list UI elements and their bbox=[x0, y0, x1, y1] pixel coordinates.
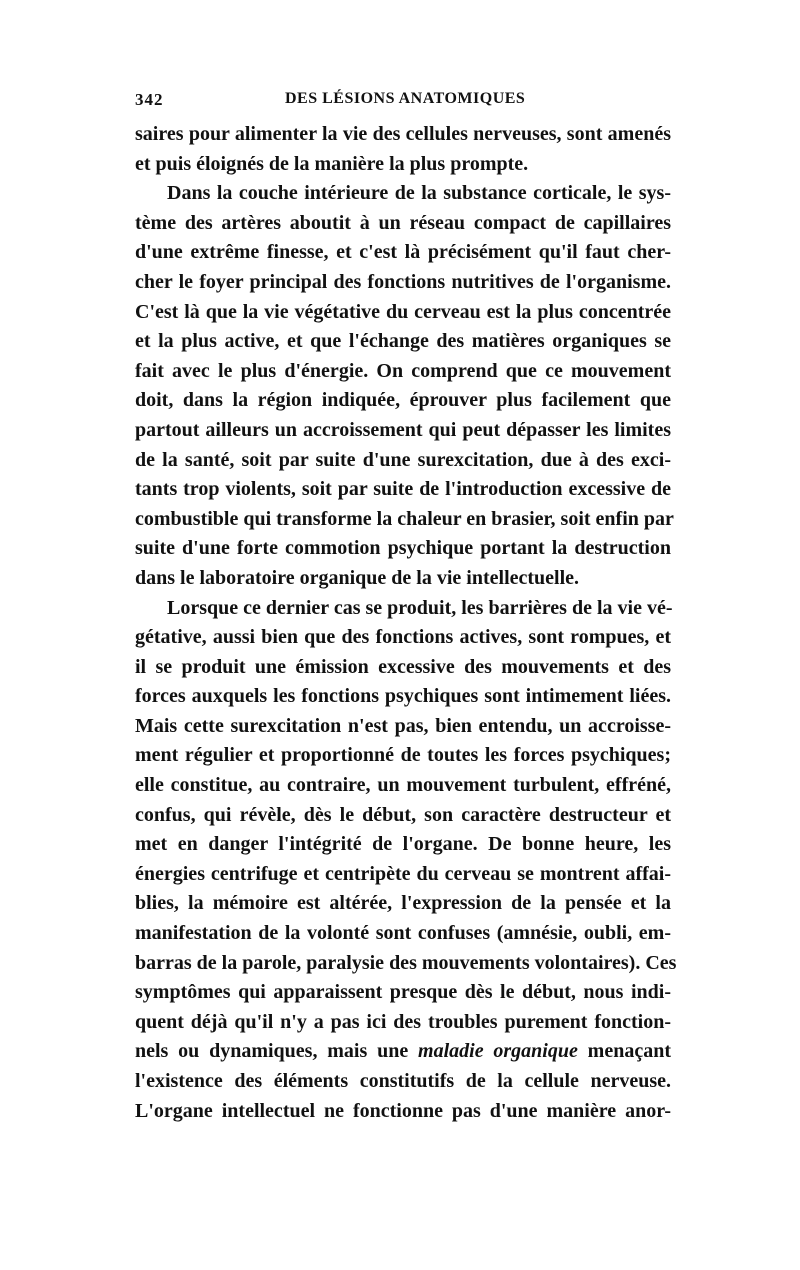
book-page bbox=[135, 90, 677, 1126]
text-line: combustible qui transforme la chaleur en brasier, soit enfin par bbox=[135, 507, 674, 530]
paragraph-3 bbox=[135, 594, 677, 1127]
text-line: tants trop violents, soit par suite de l'introduction excessive de bbox=[135, 478, 671, 501]
text-line: Mais cette surexcitation n'est pas, bien entendu, un accroisse- bbox=[135, 714, 671, 737]
text-line: Lorsque ce dernier cas se produit, les barrières de la vie vé- bbox=[167, 596, 673, 619]
text-line: Dans la couche intérieure de la substance corticale, le sys- bbox=[167, 182, 671, 205]
text-line: l'existence des éléments constitutifs de la cellule nerveuse. bbox=[135, 1070, 671, 1092]
paragraph-1 bbox=[135, 120, 671, 179]
text-line: gétative, aussi bien que des fonctions actives, sont rompues, et bbox=[135, 626, 671, 649]
text-line: énergies centrifuge et centripète du cerveau se montrent affai- bbox=[135, 862, 671, 885]
text-line: quent déjà qu'il n'y a pas ici des troubles purement fonction- bbox=[135, 1010, 671, 1033]
text-line: C'est là que la vie végétative du cerveau est la plus concentrée bbox=[135, 300, 671, 323]
text-line: et puis éloignés de la manière la plus prompte. bbox=[135, 152, 529, 175]
body-text bbox=[135, 120, 677, 1126]
text-line: et la plus active, et que l'échange des matières organiques se bbox=[135, 330, 671, 353]
page-header bbox=[135, 90, 671, 116]
text-line: confus, qui révèle, dès le début, son caractère destructeur et bbox=[135, 803, 671, 826]
text-line: barras de la parole, paralysie des mouvements volontaires). Ces bbox=[135, 951, 677, 974]
text-line: saires pour alimenter la vie des cellules nerveuses, sont amenés bbox=[135, 123, 671, 145]
paragraph-2 bbox=[135, 179, 674, 593]
text-line-with-italic bbox=[135, 1037, 671, 1067]
text-line: blies, la mémoire est altérée, l'expression de la pensée et la bbox=[135, 892, 671, 915]
text-line: manifestation de la volonté sont confuses (amnésie, oubli, em- bbox=[135, 922, 671, 945]
italic-phrase: maladie organique bbox=[418, 1040, 578, 1063]
text-line: fait avec le plus d'énergie. On comprend que ce mouvement bbox=[135, 359, 671, 382]
text-line: de la santé, soit par suite d'une surexcitation, due à des exci- bbox=[135, 448, 671, 471]
running-title: DES LÉSIONS ANATOMIQUES bbox=[285, 90, 526, 107]
text-line: forces auxquels les fonctions psychiques sont intimement liées. bbox=[135, 685, 671, 708]
text-line: met en danger l'intégrité de l'organe. De bonne heure, les bbox=[135, 833, 671, 856]
text-line: elle constitue, au contraire, un mouvement turbulent, effréné, bbox=[135, 774, 671, 797]
text-line: L'organe intellectuel ne fonctionne pas d'une manière anor- bbox=[135, 1099, 671, 1122]
text-line: doit, dans la région indiquée, éprouver plus facilement que bbox=[135, 389, 671, 412]
text-line: partout ailleurs un accroissement qui peut dépasser les limites bbox=[135, 418, 671, 441]
text-line: cher le foyer principal des fonctions nutritives de l'organisme. bbox=[135, 270, 671, 293]
text-line: symptômes qui apparaissent presque dès le début, nous indi- bbox=[135, 981, 671, 1004]
text-line: suite d'une forte commotion psychique portant la destruction bbox=[135, 537, 671, 560]
page-number: 342 bbox=[135, 90, 164, 109]
text-line: tème des artères aboutit à un réseau compact de capillaires bbox=[135, 211, 671, 234]
text-line: dans le laboratoire organique de la vie intellectuelle. bbox=[135, 566, 580, 589]
text-fragment: nels ou dynamiques, mais une bbox=[135, 1040, 419, 1063]
text-line: d'une extrême finesse, et c'est là précisément qu'il faut cher- bbox=[135, 241, 671, 264]
text-fragment: menaçant bbox=[577, 1040, 671, 1063]
text-line: ment régulier et proportionné de toutes les forces psychiques; bbox=[135, 744, 671, 767]
text-line: il se produit une émission excessive des mouvements et des bbox=[135, 655, 671, 678]
